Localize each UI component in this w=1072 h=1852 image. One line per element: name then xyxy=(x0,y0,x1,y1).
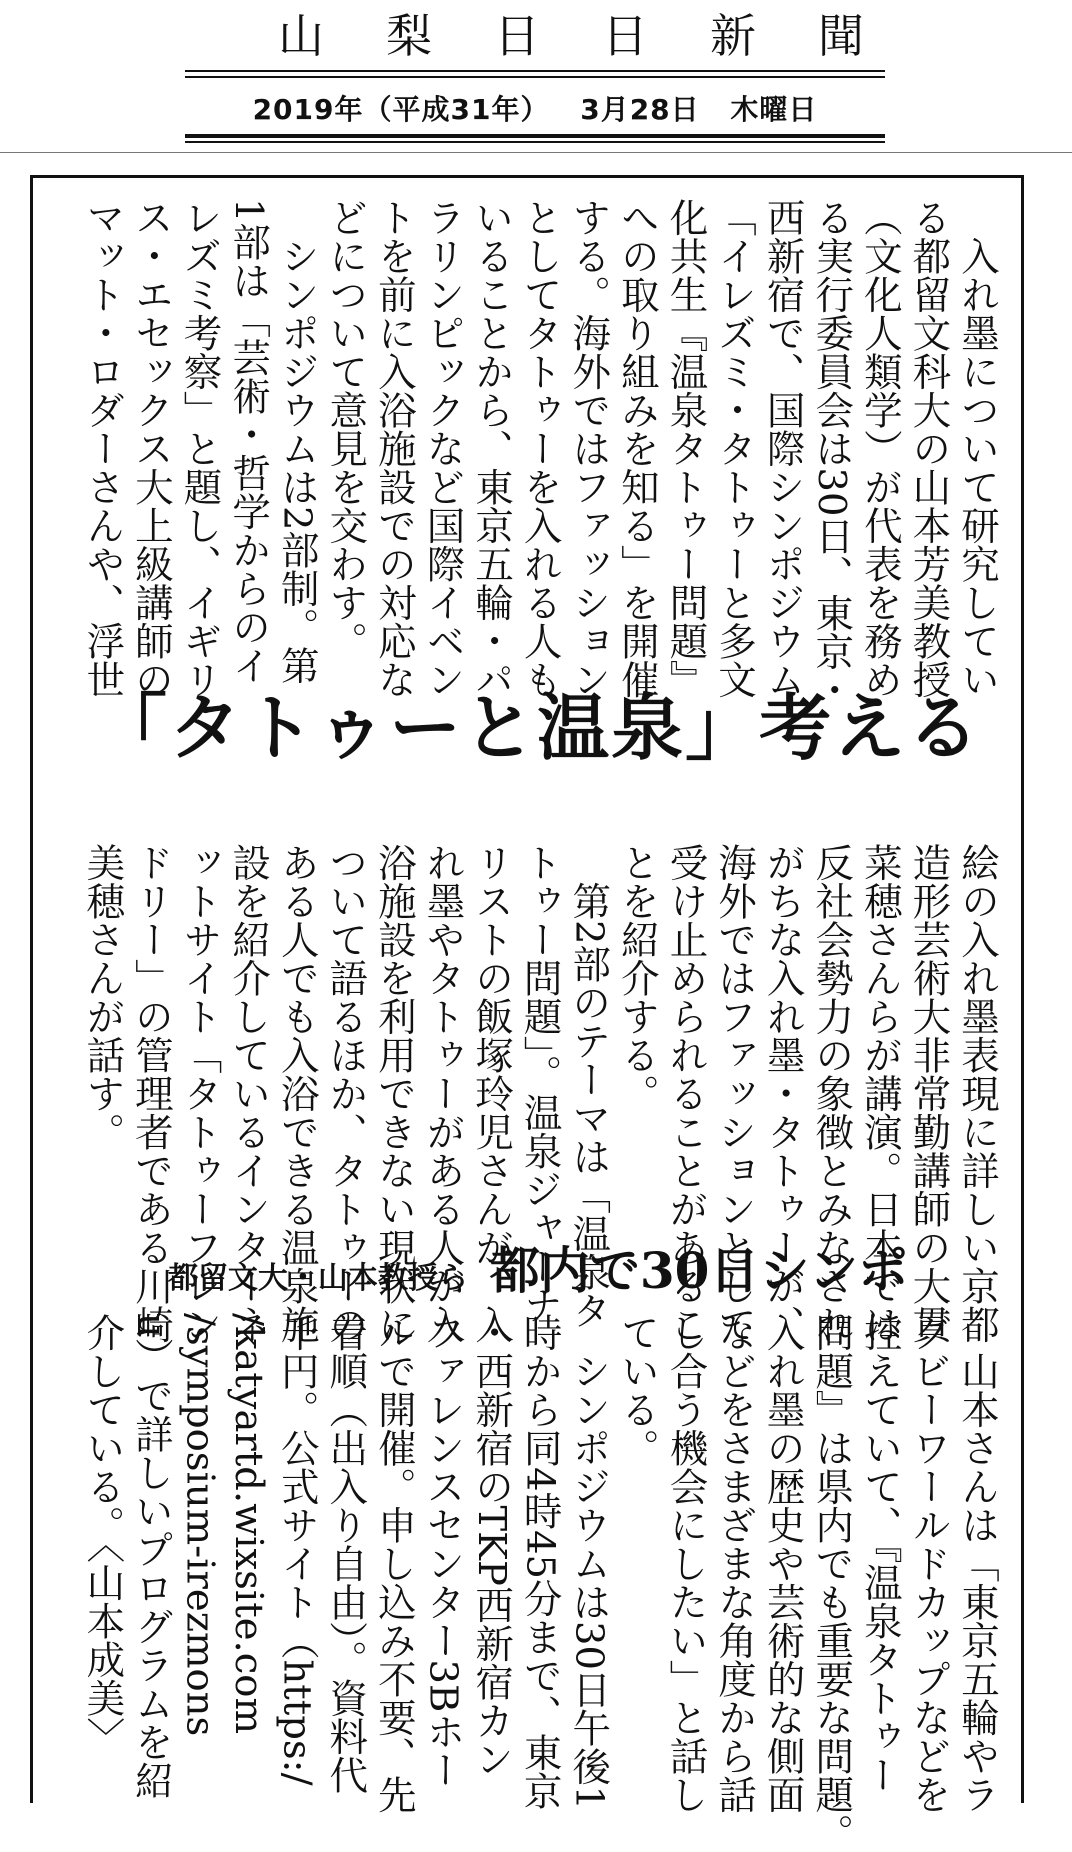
page-separator xyxy=(0,152,1072,153)
article-body-block-1: 入れ墨について研究してい る都留文科大の山本芳美教授 （文化人類学）が代表を務め る実行委員会は30日、東京・ 西新宿で、国際シンポジウム 「イレズミ・タトゥーと多文 化共生『温泉タトゥー問題』 への取り組みを知る」を開催 する。海外ではファッション としてタトゥーを入れる人も いることから、東京五輪・パ ラリンピックなど国際イベン トを前に入浴施設での対応な どについて意見を交わす。 シンポジウムは2部制。第 1部は「芸術・哲学からのイ レズミ考察」と題し、イギリ ス・エセックス大上級講師の マット・ロダーさんや、浮世 xyxy=(80,198,1000,709)
masthead-rule-top-2 xyxy=(185,76,885,78)
masthead-rule-top xyxy=(185,70,885,72)
issue-weekday: 木曜日 xyxy=(730,93,818,126)
masthead xyxy=(0,0,1072,150)
article-headline: 「タトゥーと温泉」考える xyxy=(94,686,982,770)
newspaper-name: 山梨日日新聞 xyxy=(278,9,926,63)
issue-date-line xyxy=(185,90,885,130)
article-clipping xyxy=(30,175,1024,1852)
article-body-block-3: 山本さんは「東京五輪やラ グビーワールドカップなどを 控えていて、『温泉タトゥー 問題』は県内でも重要な問題。 入れ墨の歴史や芸術的な側面 などをさまざまな角度から話 し合う機会にしたい」と話し ている。 シンポジウムは30日午後1 時から同4時45分まで、東京 ・西新宿のTKP西新宿カン ファレンスセンター3Bホー ルで開催。申し込み不要、先 着順（出入り自由）。資料代 千円。公式サイト（https:/ /katyartd.wixsite.com /symposium-irezmons u）で詳しいプログラムを紹 介している。〈山本成美〉 xyxy=(80,1313,1000,1852)
issue-day: 3月28日 xyxy=(580,93,700,126)
masthead-rule-bottom xyxy=(185,134,885,138)
article-subheadline xyxy=(63,1236,1013,1318)
masthead-rule-bottom-2 xyxy=(185,141,885,143)
article-body-block-2: 絵の入れ墨表現に詳しい京都 造形芸術大非常勤講師の大貫 菜穂さんらが講演。日本では 反社会勢力の象徴とみなされ がちな入れ墨・タトゥーが、 海外ではファッションとして 受け止められることがあるこ とを紹介する。 第2部のテーマは「温泉タ トゥー問題」。温泉ジャーナ リストの飯塚玲児さんが、入 れ墨やタトゥーがある人が入 浴施設を利用できない現状に ついて語るほか、タトゥーの ある人でも入浴できる温泉施 設を紹介しているインターネ ットサイト「タトゥーフレン ドリー」の管理者である川崎 美穂さんが話す。 xyxy=(80,843,1000,1344)
subhead-left: 都留文大・山本教授ら xyxy=(167,1261,468,1296)
subhead-main: 都内で30日シンポ xyxy=(489,1241,909,1300)
issue-year: 2019年（平成31年） xyxy=(252,93,550,126)
